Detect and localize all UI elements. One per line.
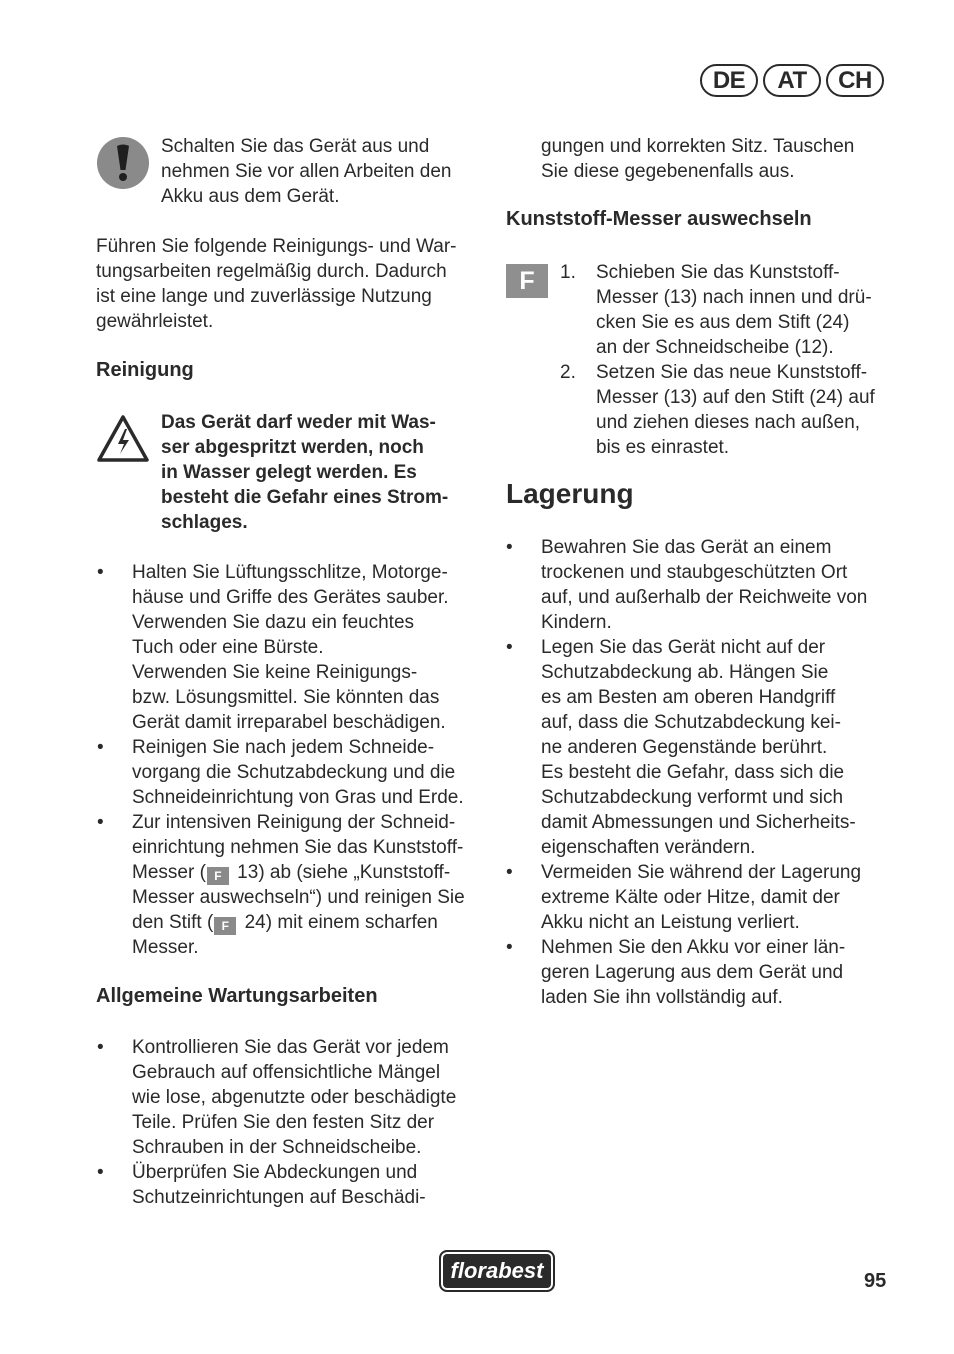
- electric-shock-warning-icon: [96, 414, 150, 470]
- heading-messer-auswechseln: Kunststoff-Messer auswechseln: [506, 208, 812, 230]
- warning-note: Schalten Sie das Gerät aus und nehmen Sie vor allen Arbeiten den Akku aus dem Gerät.: [161, 136, 452, 207]
- bullet-marker: •: [506, 862, 513, 883]
- list-item: • Kontrollieren Sie das Gerät vor jedem Gebrauch auf offensichtliche Mängel wie lose, abgenutzte oder beschädigte Teile. Prüfen Sie den festen Sitz der Schrauben in der Schneidscheibe.: [97, 1037, 457, 1158]
- badge-ch: CH: [826, 64, 884, 97]
- bullet-marker: •: [506, 937, 513, 958]
- bullet-marker: •: [97, 562, 104, 583]
- list-item: 1. Schieben Sie das Kunststoff- Messer (13) nach innen und drü- cken Sie es aus dem Stift (24) an der Schneidscheibe (12).: [560, 262, 872, 358]
- bullet-marker: •: [97, 812, 104, 833]
- figure-f-icon: F: [214, 917, 236, 935]
- continued-text: gungen und korrekten Sitz. Tauschen Sie diese gegebenenfalls aus.: [541, 136, 855, 182]
- list-item: 2. Setzen Sie das neue Kunststoff- Messer (13) auf den Stift (24) auf und ziehen dieses nach außen, bis es einrastet.: [560, 362, 875, 458]
- list-item: • Nehmen Sie den Akku vor einer län- geren Lagerung aus dem Gerät und laden Sie ihn vollständig auf.: [506, 937, 846, 1008]
- intro-paragraph: Führen Sie folgende Reinigungs- und War- tungsarbeiten regelmäßig durch. Dadurch ist eine lange und zuverlässige Nutzung gewährleistet.: [96, 236, 457, 332]
- list-item: • Vermeiden Sie während der Lagerung extreme Kälte oder Hitze, damit der Akku nicht an Leistung verliert.: [506, 862, 862, 933]
- exclamation-icon: [96, 136, 150, 196]
- list-item: • Überprüfen Sie Abdeckungen und Schutzeinrichtungen auf Beschädi-: [97, 1162, 426, 1208]
- country-badges: [700, 64, 884, 97]
- storage-list: [506, 535, 868, 1010]
- figure-f-icon: F: [506, 264, 548, 298]
- maintenance-list: [97, 1035, 457, 1210]
- step-number: 1.: [560, 262, 576, 283]
- bullet-marker: •: [97, 737, 104, 758]
- bullet-marker: •: [97, 1162, 104, 1183]
- figure-f-icon: F: [207, 867, 229, 885]
- florabest-logo: florabest: [439, 1250, 555, 1292]
- bullet-marker: •: [506, 637, 513, 658]
- heading-wartungsarbeiten: Allgemeine Wartungsarbeiten: [96, 985, 378, 1007]
- list-item: • Reinigen Sie nach jedem Schneide- vorgang die Schutzabdeckung und die Schneideinrichtung von Gras und Erde.: [97, 737, 464, 808]
- badge-de: DE: [700, 64, 758, 97]
- bullet-marker: •: [506, 537, 513, 558]
- bullet-marker: •: [97, 1037, 104, 1058]
- steps-list: [560, 260, 875, 460]
- heading-reinigung: Reinigung: [96, 359, 194, 381]
- page-number: 95: [864, 1270, 887, 1292]
- step-number: 2.: [560, 362, 576, 383]
- heading-lagerung: Lagerung: [506, 478, 634, 509]
- badge-at: AT: [763, 64, 821, 97]
- cleaning-list: [97, 560, 465, 960]
- shock-warning-text: Das Gerät darf weder mit Was- ser abgespritzt werden, noch in Wasser gelegt werden. Es besteht die Gefahr eines Strom- schlages.: [161, 412, 449, 533]
- list-item: • Halten Sie Lüftungsschlitze, Motorge- häuse und Griffe des Gerätes sauber. Verwenden Sie dazu ein feuchtes Tuch oder eine Bürste. Verwenden Sie keine Reinigungs- bzw. Lösungsmittel. Sie könnten das Gerät damit irreparabel beschädigen.: [97, 562, 449, 733]
- list-item: • Legen Sie das Gerät nicht auf der Schutzabdeckung ab. Hängen Sie es am Besten am oberen Handgriff auf, dass die Schutzabdeckung kei- ne anderen Gegenstände berührt. Es besteht die Gefahr, dass sich die Schutzabdeckung verformt und sich damit Abmessungen und Sicherheits- eigenschaften verändern.: [506, 637, 856, 858]
- list-item: • Zur intensiven Reinigung der Schneid- einrichtung nehmen Sie das Kunststoff- Messer ( F 13) ab (siehe „Kunststoff- Messer auswechseln“) und reinigen Sie den Stift ( F 24) mit einem scharfen Messer.: [97, 812, 465, 958]
- list-item: • Bewahren Sie das Gerät an einem trockenen und staubgeschützten Ort auf, und außerhalb der Reichweite von Kindern.: [506, 537, 868, 633]
